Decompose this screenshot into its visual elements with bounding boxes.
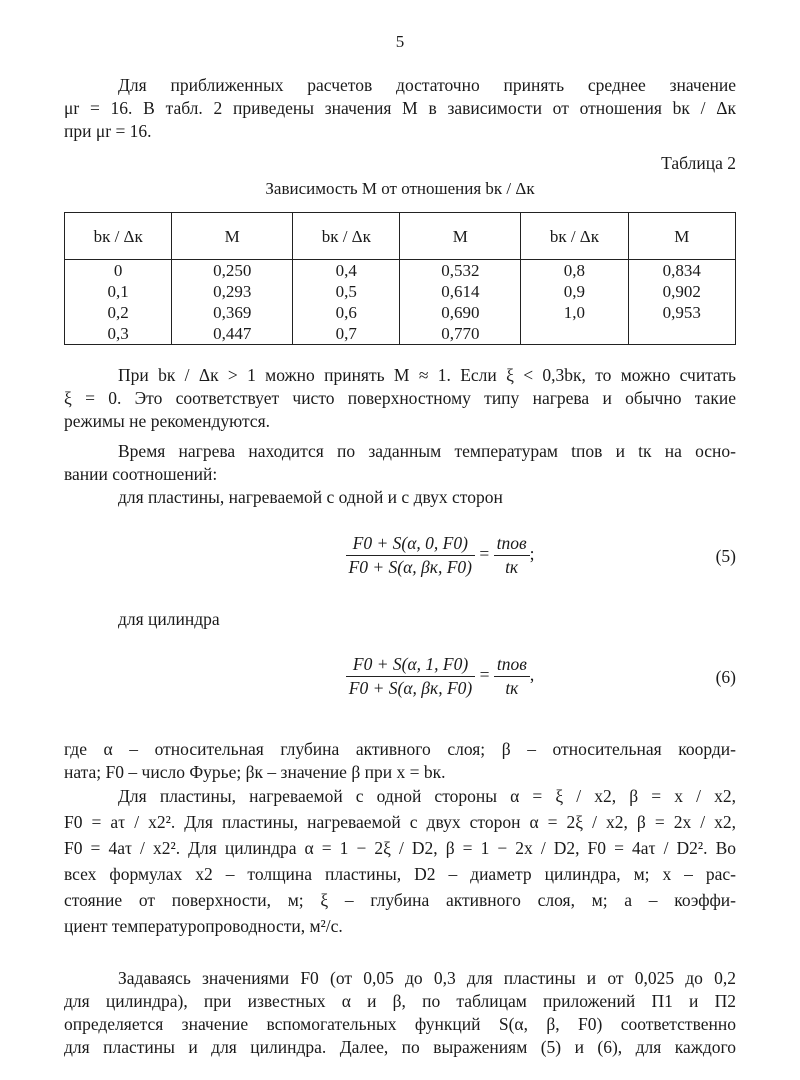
page-number: 5 xyxy=(395,32,405,51)
equals-sign: = xyxy=(479,543,490,564)
header-cell: M xyxy=(172,213,293,260)
formula-6-punct: , xyxy=(529,664,535,685)
table-cell: 0,532 xyxy=(400,260,521,282)
paragraph-formulas xyxy=(64,785,736,938)
table-cell: 0,447 xyxy=(172,323,293,345)
table-cell: 0,614 xyxy=(400,281,521,302)
formula-6-rhs-numerator: tпов xyxy=(494,653,530,677)
intro-paragraph xyxy=(64,74,736,143)
paragraph-heating-time xyxy=(64,440,736,509)
para5-line-3: определяется значение вспомогательных функций S(α, β, F0) соответственно xyxy=(64,1014,736,1034)
table-cell xyxy=(521,323,628,345)
data-table xyxy=(64,212,736,345)
table-row xyxy=(65,323,736,345)
intro-line-3: при μr = 16. xyxy=(64,121,152,141)
table-cell: 0,3 xyxy=(65,323,172,345)
table-header-row xyxy=(65,213,736,260)
header-cell: M xyxy=(628,213,735,260)
table-cell: 0 xyxy=(65,260,172,282)
formula-6-rhs xyxy=(494,653,530,700)
paragraph-surface-heating xyxy=(64,364,736,433)
table-row xyxy=(65,260,736,282)
formula-6-rhs-denominator: tк xyxy=(505,678,519,698)
formula-5-rhs-denominator: tк xyxy=(505,557,519,577)
header-cell: bк / Δк xyxy=(65,213,172,260)
formula-5-punct: ; xyxy=(529,543,535,564)
table-cell: 0,834 xyxy=(628,260,735,282)
para4-line-2: F0 = aτ / x2². Для пластины, нагреваемой с двух сторон α = 2ξ / x2, β = 2x / x2, xyxy=(64,812,736,832)
equation-number-5: (5) xyxy=(715,546,736,566)
para5-line-1: Задаваясь значениями F0 (от 0,05 до 0,3 для пластины и от 0,025 до 0,2 xyxy=(118,968,736,988)
table-cell: 0,690 xyxy=(400,302,521,323)
table-cell: 0,9 xyxy=(521,281,628,302)
formula-6-numerator: F0 + S(α, 1, F0) xyxy=(346,653,475,677)
para2-line-1: Время нагрева находится по заданным температурам tпов и tк на осно- xyxy=(118,441,736,461)
para5-line-2: для цилиндра), при известных α и β, по таблицам приложений П1 и П2 xyxy=(64,991,736,1011)
table-cell: 0,7 xyxy=(293,323,400,345)
para3-line-2: ната; F0 – число Фурье; βк – значение β при x = bк. xyxy=(64,762,446,782)
table-cell: 0,770 xyxy=(400,323,521,345)
header-cell: M xyxy=(400,213,521,260)
para1-line-3: режимы не рекомендуются. xyxy=(64,411,270,431)
table-cell: 0,1 xyxy=(65,281,172,302)
table-cell: 0,8 xyxy=(521,260,628,282)
formula-5-rhs-numerator: tпов xyxy=(494,532,530,556)
formula-5 xyxy=(300,532,580,579)
table-cell: 0,6 xyxy=(293,302,400,323)
table-cell: 0,902 xyxy=(628,281,735,302)
intro-line-1: Для приближенных расчетов достаточно принять среднее значение xyxy=(118,75,736,95)
header-cell: bк / Δк xyxy=(521,213,628,260)
para3-line-1: где α – относительная глубина активного слоя; β – относительная коорди- xyxy=(64,739,736,759)
table-caption: Зависимость M от отношения bк / Δк xyxy=(265,179,535,198)
table-cell: 0,293 xyxy=(172,281,293,302)
table-row xyxy=(65,302,736,323)
formula-6-denominator: F0 + S(α, βк, F0) xyxy=(348,678,473,698)
para2-line-2: вании соотношений: xyxy=(64,464,218,484)
para4-line-4: всех формулах x2 – толщина пластины, D2 – диаметр цилиндра, м; x – рас- xyxy=(64,864,736,884)
para1-line-2: ξ = 0. Это соответствует чисто поверхностному типу нагрева и обычно такие xyxy=(64,388,736,408)
intro-line-2: μr = 16. В табл. 2 приведены значения M в зависимости от отношения bк / Δк xyxy=(64,98,736,118)
cylinder-label-text: для цилиндра xyxy=(118,609,220,629)
table-row xyxy=(65,281,736,302)
formula-5-numerator: F0 + S(α, 0, F0) xyxy=(346,532,475,556)
formula-6 xyxy=(300,653,580,700)
para1-line-1: При bк / Δк > 1 можно принять M ≈ 1. Если ξ < 0,3bк, то можно считать xyxy=(118,365,736,385)
formula-5-lhs xyxy=(346,532,475,579)
table-cell: 0,250 xyxy=(172,260,293,282)
formula-5-rhs xyxy=(494,532,530,579)
para4-line-1: Для пластины, нагреваемой с одной стороны α = ξ / x2, β = x / x2, xyxy=(118,786,736,806)
paragraph-definitions xyxy=(64,738,736,784)
equation-number-6: (6) xyxy=(715,667,736,687)
formula-6-lhs xyxy=(346,653,475,700)
table-label: Таблица 2 xyxy=(661,153,736,173)
table-cell xyxy=(628,323,735,345)
formula-5-denominator: F0 + S(α, βк, F0) xyxy=(348,557,472,577)
paragraph-procedure xyxy=(64,967,736,1059)
para5-line-4: для пластины и для цилиндра. Далее, по выражениям (5) и (6), для каждого xyxy=(64,1037,736,1057)
table-cell: 0,5 xyxy=(293,281,400,302)
table-cell: 0,2 xyxy=(65,302,172,323)
table-cell: 1,0 xyxy=(521,302,628,323)
equals-sign: = xyxy=(479,664,490,685)
para2-line-3: для пластины, нагреваемой с одной и с двух сторон xyxy=(118,487,503,507)
table-cell: 0,369 xyxy=(172,302,293,323)
header-cell: bк / Δк xyxy=(293,213,400,260)
table-cell: 0,953 xyxy=(628,302,735,323)
cylinder-label xyxy=(64,608,736,631)
para4-line-6: циент температуропроводности, м²/с. xyxy=(64,916,343,936)
para4-line-5: стояние от поверхности, м; ξ – глубина активного слоя, м; a – коэффи- xyxy=(64,890,736,910)
para4-line-3: F0 = 4aτ / x2². Для цилиндра α = 1 − 2ξ / D2, β = 1 − 2x / D2, F0 = 4aτ / D2². Во xyxy=(64,838,736,858)
table-cell: 0,4 xyxy=(293,260,400,282)
